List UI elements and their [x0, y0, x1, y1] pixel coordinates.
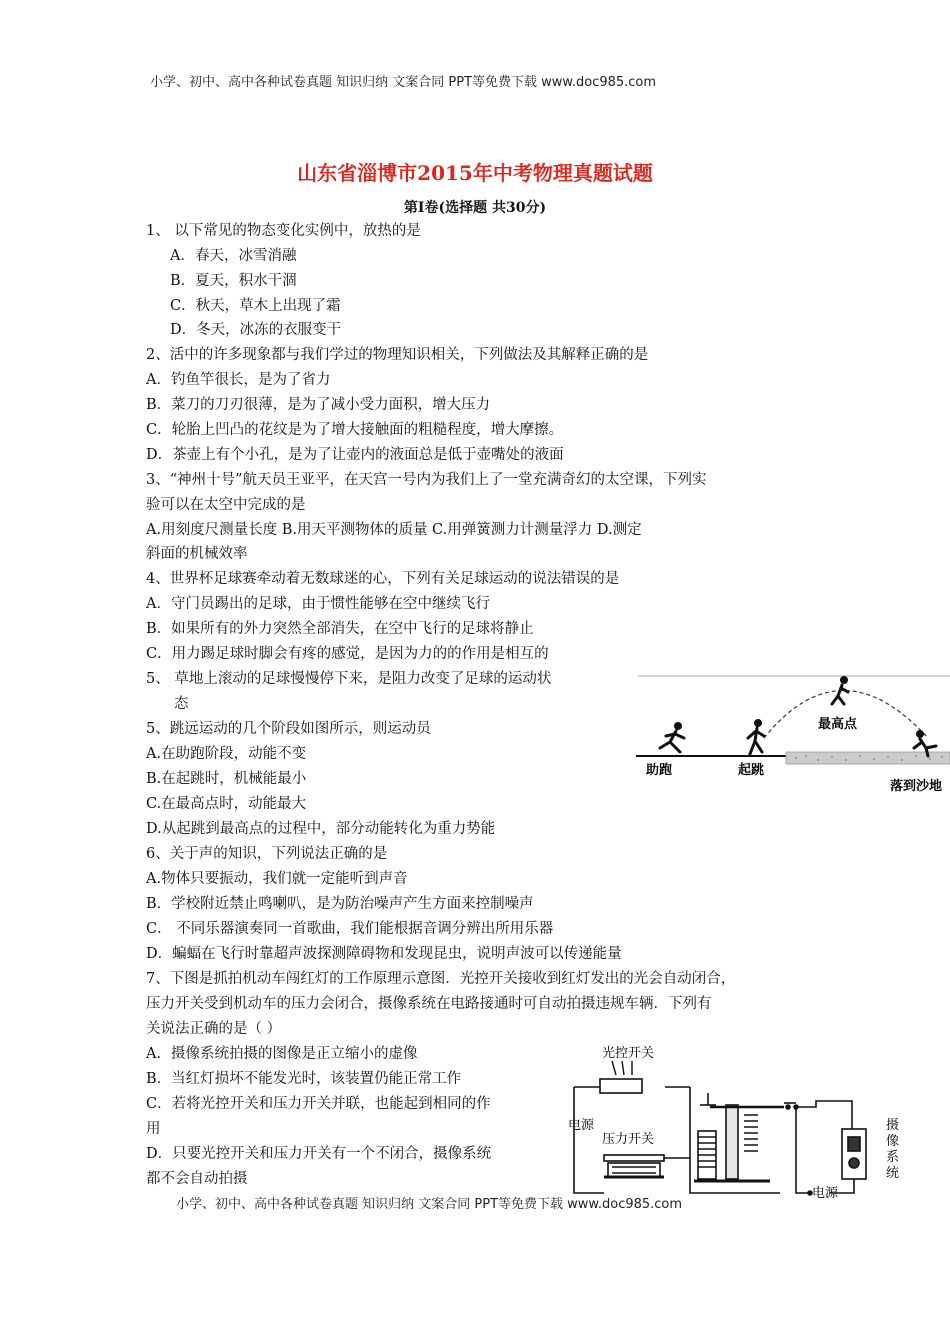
- q2-stem: 2、活中的许多现象都与我们学过的物理知识相关，下列做法及其解释正确的是: [146, 347, 649, 363]
- q1-option-d: D．冬天，冰冻的衣服变干: [170, 322, 342, 338]
- q3-stem-line1: 3、“神州十号”航天员王亚平，在天宫一号内为我们上了一堂充满奇幻的太空课，下列实: [146, 472, 707, 488]
- circuit-figure: [560, 1045, 920, 1205]
- q5-option-c: C.在最高点时，动能最大: [146, 796, 307, 812]
- label-camera-4: 统: [886, 1166, 900, 1181]
- section-heading: 第Ⅰ卷(选择题 共30分): [403, 200, 547, 216]
- highest-point-figure: [832, 676, 848, 704]
- q4-option-a: A．守门员踢出的足球，由于惯性能够在空中继续飞行: [146, 596, 490, 612]
- label-camera-1: 摄: [886, 1118, 900, 1133]
- q1-option-b: B．夏天，积水干涸: [170, 273, 297, 289]
- label-light-switch: 光控开关: [602, 1046, 655, 1061]
- q5-stem: 5、跳远运动的几个阶段如图所示，则运动员: [146, 721, 431, 737]
- label-land-sand: 落到沙地: [890, 779, 943, 794]
- q6-stem: 6、关于声的知识，下列说法正确的是: [146, 846, 388, 862]
- takeoff-figure: [748, 719, 764, 754]
- q6-option-d: D．蝙蝠在飞行时靠超声波探测障碍物和发现昆虫，说明声波可以传递能量: [146, 946, 622, 962]
- q1-option-c: C．秋天，草木上出现了霜: [170, 298, 341, 314]
- page-header: 小学、初中、高中各种试卷真题 知识归纳 文案合同 PPT等免费下载 www.doc985.com: [150, 75, 657, 90]
- q7-stem-line1: 7、下图是抓拍机动车闯红灯的工作原理示意图．光控开关接收到红灯发出的光会自动闭合，: [146, 971, 736, 987]
- page-footer: 小学、初中、高中各种试卷真题 知识归纳 文案合同 PPT等免费下载 www.doc985.com: [176, 1197, 683, 1212]
- q2-option-a: A．钓鱼竿很长，是为了省力: [146, 372, 331, 388]
- label-takeoff: 起跳: [738, 763, 765, 778]
- q4-stem: 4、世界杯足球赛牵动着无数球迷的心，下列有关足球运动的说法错误的是: [146, 571, 620, 587]
- q4-option-c: C．用力踢足球时脚会有疼的感觉，是因为力的的作用是相互的: [146, 646, 549, 662]
- label-camera-3: 系: [886, 1150, 900, 1165]
- label-pressure-switch: 压力开关: [602, 1132, 655, 1147]
- q7-option-c-line2: 用: [146, 1121, 161, 1137]
- q7-option-d-line2: 都不会自动拍摄: [146, 1171, 248, 1187]
- q3-options-line2: 斜面的机械效率: [146, 546, 248, 562]
- q6-option-a: A.物体只要振动，我们就一定能听到声音: [146, 871, 408, 887]
- long-jump-figure: [636, 668, 950, 798]
- q5-option-b: B.在起跳时，机械能最小: [146, 771, 307, 787]
- q4-option-b: B．如果所有的外力突然全部消失，在空中飞行的足球将静止: [146, 621, 534, 637]
- q7-option-c-line1: C．若将光控开关和压力开关并联，也能起到相同的作: [146, 1096, 491, 1112]
- label-power-bottom: 电源: [812, 1186, 839, 1201]
- q7-option-d-line1: D．只要光控开关和压力开关有一个不闭合，摄像系统: [146, 1146, 492, 1162]
- runner-figure: [660, 722, 684, 752]
- q4-option-d-line1: 5、 草地上滚动的足球慢慢停下来，是阻力改变了足球的运动状: [146, 671, 552, 687]
- q7-option-b: B．当红灯损坏不能发光时，该装置仍能正常工作: [146, 1071, 462, 1087]
- label-highest-point: 最高点: [818, 717, 858, 732]
- label-camera-2: 像: [886, 1134, 900, 1149]
- q7-option-a: A．摄像系统拍摄的图像是正立缩小的虚像: [146, 1046, 418, 1062]
- q7-stem-line3: 关说法正确的是（ ）: [146, 1021, 282, 1037]
- label-power-left: 电源: [568, 1118, 595, 1133]
- q2-option-d: D．茶壶上有个小孔，是为了让壶内的液面总是低于壶嘴处的液面: [146, 447, 564, 463]
- q3-options-line1: A.用刻度尺测量长度 B.用天平测物体的质量 C.用弹簧测力计测量浮力 D.测定: [146, 522, 642, 538]
- q1-stem: 1、 以下常见的物态变化实例中，放热的是: [146, 223, 421, 239]
- q7-stem-line2: 压力开关受到机动车的压力会闭合，摄像系统在电路接通时可自动拍摄违规车辆．下列有: [146, 996, 712, 1012]
- q6-option-b: B．学校附近禁止鸣喇叭，是为防治噪声产生方面来控制噪声: [146, 896, 534, 912]
- q2-option-b: B．菜刀的刀刃很薄，是为了减小受力面积，增大压力: [146, 397, 491, 413]
- document-title: 山东省淄博市2015年中考物理真题试题: [297, 161, 653, 185]
- q5-option-a: A.在助跑阶段，动能不变: [146, 746, 307, 762]
- q3-stem-line2: 验可以在太空中完成的是: [146, 497, 306, 513]
- q5-option-d: D.从起跳到最高点的过程中，部分动能转化为重力势能: [146, 821, 496, 837]
- q1-option-a: A．春天，冰雪消融: [170, 248, 297, 264]
- q2-option-c: C．轮胎上凹凸的花纹是为了增大接触面的粗糙程度，增大摩擦。: [146, 422, 564, 438]
- q6-option-c: C． 不同乐器演奏同一首歌曲，我们能根据音调分辨出所用乐器: [146, 921, 554, 937]
- q4-option-d-line2: 态: [174, 696, 189, 712]
- label-run-up: 助跑: [646, 763, 673, 778]
